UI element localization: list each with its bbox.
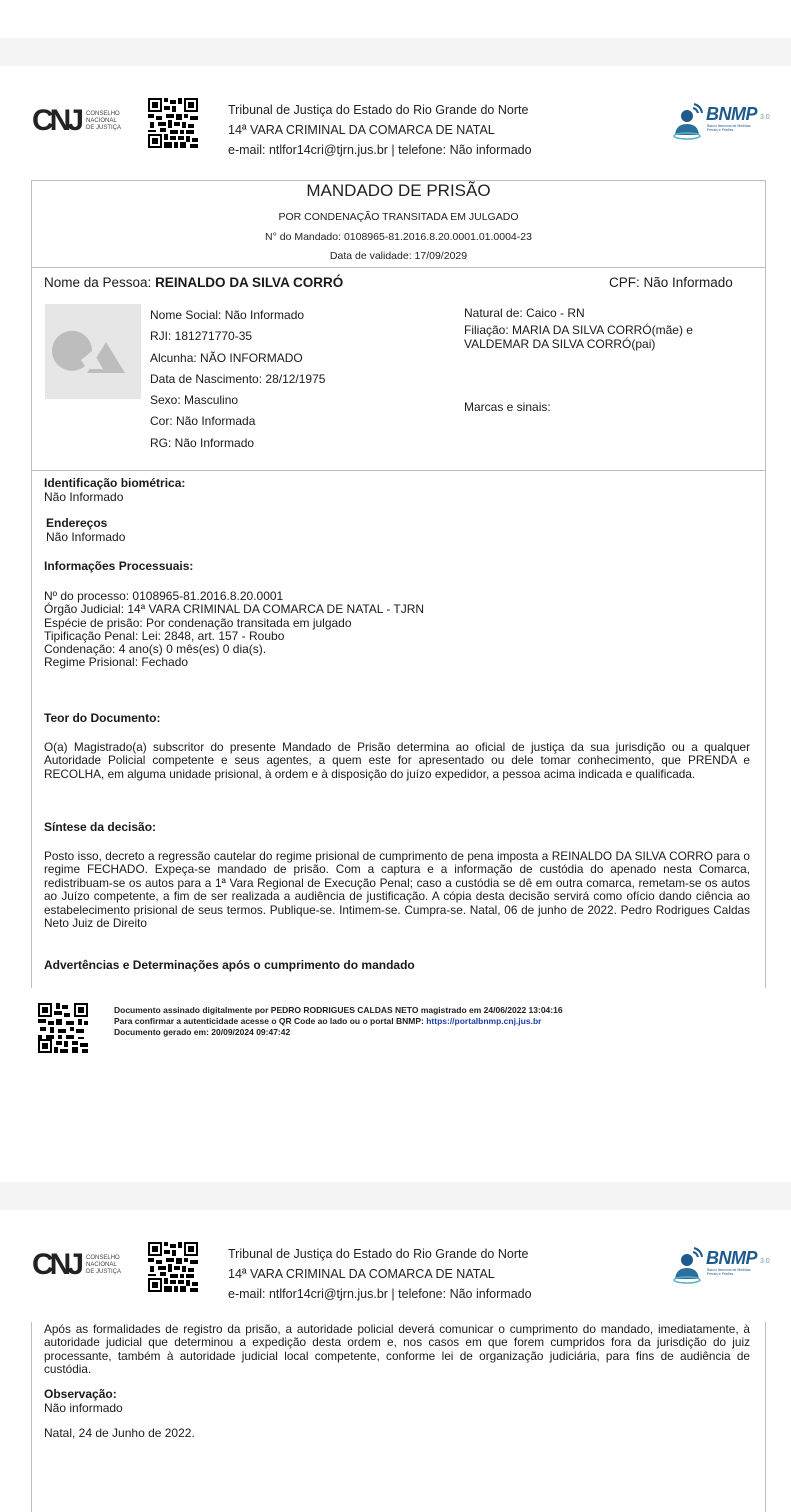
page-header — [4, 88, 791, 168]
biometric-value: Não Informado — [44, 490, 124, 504]
document-title: MANDADO DE PRISÃO — [306, 181, 491, 200]
cnj-line: NACIONAL — [86, 117, 117, 124]
color: Cor: Não Informada — [150, 414, 256, 429]
bnmp-logo-subtitle: Banco Nacional de Medidas Penais e Prisões — [707, 1268, 751, 1276]
cnj-logo-text — [86, 1255, 121, 1276]
court-info — [228, 1244, 532, 1304]
birthplace: Natural de: Caico - RN — [464, 306, 585, 320]
filiation-mother: Filiação: MARIA DA SILVA CORRÓ(mãe) e — [464, 323, 693, 337]
penal-classification: Tipificação Penal: Lei: 2848, art. 157 - Roubo — [44, 628, 285, 643]
image-placeholder-icon — [45, 304, 141, 399]
person-name-row — [44, 275, 343, 290]
page-header — [4, 1232, 791, 1312]
court-name: Tribunal de Justiça do Estado do Rio Grande do Norte — [228, 103, 529, 117]
biometric-section — [44, 476, 185, 504]
process-number: Nº do processo: 0108965-81.2016.8.20.0001 — [44, 589, 284, 603]
signature-verify-line — [114, 1016, 563, 1027]
signature-line: Documento assinado digitalmente por PEDRO RODRIGUES CALDAS NETO magistrado em 24/06/2022 13:04:16 — [114, 1005, 563, 1015]
person-name-label: Nome da Pessoa: — [44, 275, 156, 290]
sintese-text: Posto isso, decreto a regressão cautelar do regime prisional de cumprimento de pena imposta a REINALDO DA SILVA CORRO para o regime FECHADO. Expeça-se mandado de prisão. Com a captura e a informação de custódia do apenado nesta Comarca, redistribuam-se os autos para a 1ª Vara Regional de Execução Penal; caso a custódia se dê em outra comarca, remetam-se os autos ao Juízo competente, a fim de ser realizada a audiência de justificação. A cópia desta decisão servirá como ofício dando ciência ao estabelecimento prisional de seus termos. Publique-se. Intimem-se. Cumpra-se. Natal, 06 de junho de 2022. Pedro Rodrigues Caldas Neto Juiz de Direito — [44, 849, 750, 931]
process-info-list — [44, 590, 424, 670]
bnmp-logo — [672, 102, 772, 142]
document-page-2 — [4, 1210, 791, 1512]
cnj-line: NACIONAL — [86, 1261, 117, 1268]
advertencias-text: Após as formalidades de registro da prisão, a autoridade policial deverá comunicar o cumprimento do mandado, imediatamente, à autoridade judicial que determinou a expedição desta ordem e, nos casos em que forem cumpridos fora da jurisdição do juiz processante, também à autoridade judicial local competente, conforme lei de organização judiciária, para fins de audiência de custódia. — [44, 1322, 750, 1377]
prison-regime: Regime Prisional: Fechado — [44, 655, 189, 670]
mandado-number: N° do Mandado: 0108965-81.2016.8.20.0001.01.0004-23 — [265, 231, 532, 243]
court-contact: e-mail: ntlfor14cri@tjrn.jus.br | telefone: Não informado — [228, 143, 532, 157]
court-info — [228, 100, 532, 160]
rg: RG: Não Informado — [150, 435, 255, 450]
bnmp-person-icon — [672, 102, 706, 142]
person-cpf: CPF: Não Informado — [609, 275, 733, 290]
observation-label: Observação: — [44, 1387, 117, 1401]
cnj-line: DE JUSTIÇA — [86, 124, 122, 131]
teor-text: O(a) Magistrado(a) subscritor do presente Mandado de Prisão determina ao oficial de justiça da sua jurisdição ou a qualquer Autoridade Policial competente e seus agentes, a quem este for apresentado ou dele tomar conhecimento, que PRENDA e RECOLHA, em alguma unidade prisional, à ordem e à disposição do juízo expedidor, a pessoa acima indicada e qualificada. — [44, 740, 750, 781]
person-name: REINALDO DA SILVA CORRÓ — [155, 275, 344, 290]
alias: Alcunha: NÃO INFORMADO — [150, 350, 303, 365]
observation-section — [44, 1387, 123, 1415]
bnmp-logo-subtitle: Banco Nacional de Medidas Penais e Prisões — [707, 124, 751, 132]
digital-signature-info — [114, 1005, 563, 1038]
qr-code-icon — [148, 1242, 198, 1292]
bnmp-logo-word: BNMP — [706, 104, 757, 124]
page-gap — [0, 38, 791, 66]
cnj-line: CONSELHO — [86, 1254, 120, 1261]
marks-and-signs: Marcas e sinais: — [464, 400, 551, 414]
cnj-line: DE JUSTIÇA — [86, 1268, 122, 1275]
process-info-label: Informações Processuais: — [44, 559, 194, 573]
bnmp-logo — [672, 1246, 772, 1286]
addresses-label: Endereços — [46, 516, 108, 530]
cnj-logo — [32, 106, 121, 136]
bnmp-logo-version: 3.0 — [760, 114, 770, 121]
person-details-left — [150, 305, 325, 454]
addresses-value: Não Informado — [46, 530, 126, 544]
cnj-logo-mark: CNJ — [32, 1248, 81, 1281]
closing-date: Natal, 24 de Junho de 2022. — [44, 1426, 195, 1440]
signature-qr-code-icon[interactable] — [38, 1003, 88, 1053]
vara-name: 14ª VARA CRIMINAL DA COMARCA DE NATAL — [228, 123, 495, 137]
generated-date: Documento gerado em: 20/09/2024 09:47:42 — [114, 1027, 291, 1037]
bnmp-person-icon — [672, 1246, 706, 1286]
addresses-section — [46, 516, 125, 544]
court-contact: e-mail: ntlfor14cri@tjrn.jus.br | telefone: Não informado — [228, 1287, 532, 1301]
social-name: Nome Social: Não Informado — [150, 308, 305, 322]
divider — [31, 470, 766, 471]
divider — [31, 267, 766, 268]
prison-type: Espécie de prisão: Por condenação transitada em julgado — [44, 615, 352, 630]
document-page-1 — [4, 66, 791, 1182]
cnj-logo-mark: CNJ — [32, 104, 81, 137]
judicial-organ: Órgão Judicial: 14ª VARA CRIMINAL DA COMARCA DE NATAL - TJRN — [44, 602, 425, 617]
court-name: Tribunal de Justiça do Estado do Rio Grande do Norte — [228, 1247, 529, 1261]
sentence: Condenação: 4 ano(s) 0 mês(es) 0 dia(s). — [44, 642, 267, 657]
observation-value: Não informado — [44, 1401, 123, 1415]
biometric-label: Identificação biométrica: — [44, 476, 186, 490]
portal-bnmp-link[interactable]: https://portalbnmp.cnj.jus.br — [426, 1016, 542, 1026]
filiation-father: VALDEMAR DA SILVA CORRÓ(pai) — [464, 337, 656, 351]
document-subtitle: POR CONDENAÇÃO TRANSITADA EM JULGADO — [278, 211, 519, 223]
validity-date: Data de validade: 17/09/2029 — [329, 250, 468, 262]
vara-name: 14ª VARA CRIMINAL DA COMARCA DE NATAL — [228, 1267, 495, 1281]
cnj-line: CONSELHO — [86, 110, 120, 117]
bnmp-logo-word: BNMP — [706, 1248, 757, 1268]
bnmp-logo-version: 3.0 — [760, 1258, 770, 1265]
sex: Sexo: Masculino — [150, 393, 239, 408]
rji: RJI: 181271770-35 — [150, 329, 253, 344]
advertencias-label: Advertências e Determinações após o cumprimento do mandado — [44, 958, 415, 972]
teor-label: Teor do Documento: — [44, 711, 161, 725]
cnj-logo-text — [86, 111, 121, 132]
verify-text: Para confirmar a autenticidade acesse o QR Code ao lado ou o portal BNMP: — [114, 1016, 427, 1026]
birth-date: Data de Nascimento: 28/12/1975 — [150, 371, 326, 386]
person-photo-placeholder — [45, 304, 141, 399]
page-gap — [0, 1182, 791, 1210]
qr-code-icon — [148, 98, 198, 148]
filiation — [464, 323, 693, 351]
sintese-label: Síntese da decisão: — [44, 820, 157, 834]
cnj-logo — [32, 1250, 121, 1280]
